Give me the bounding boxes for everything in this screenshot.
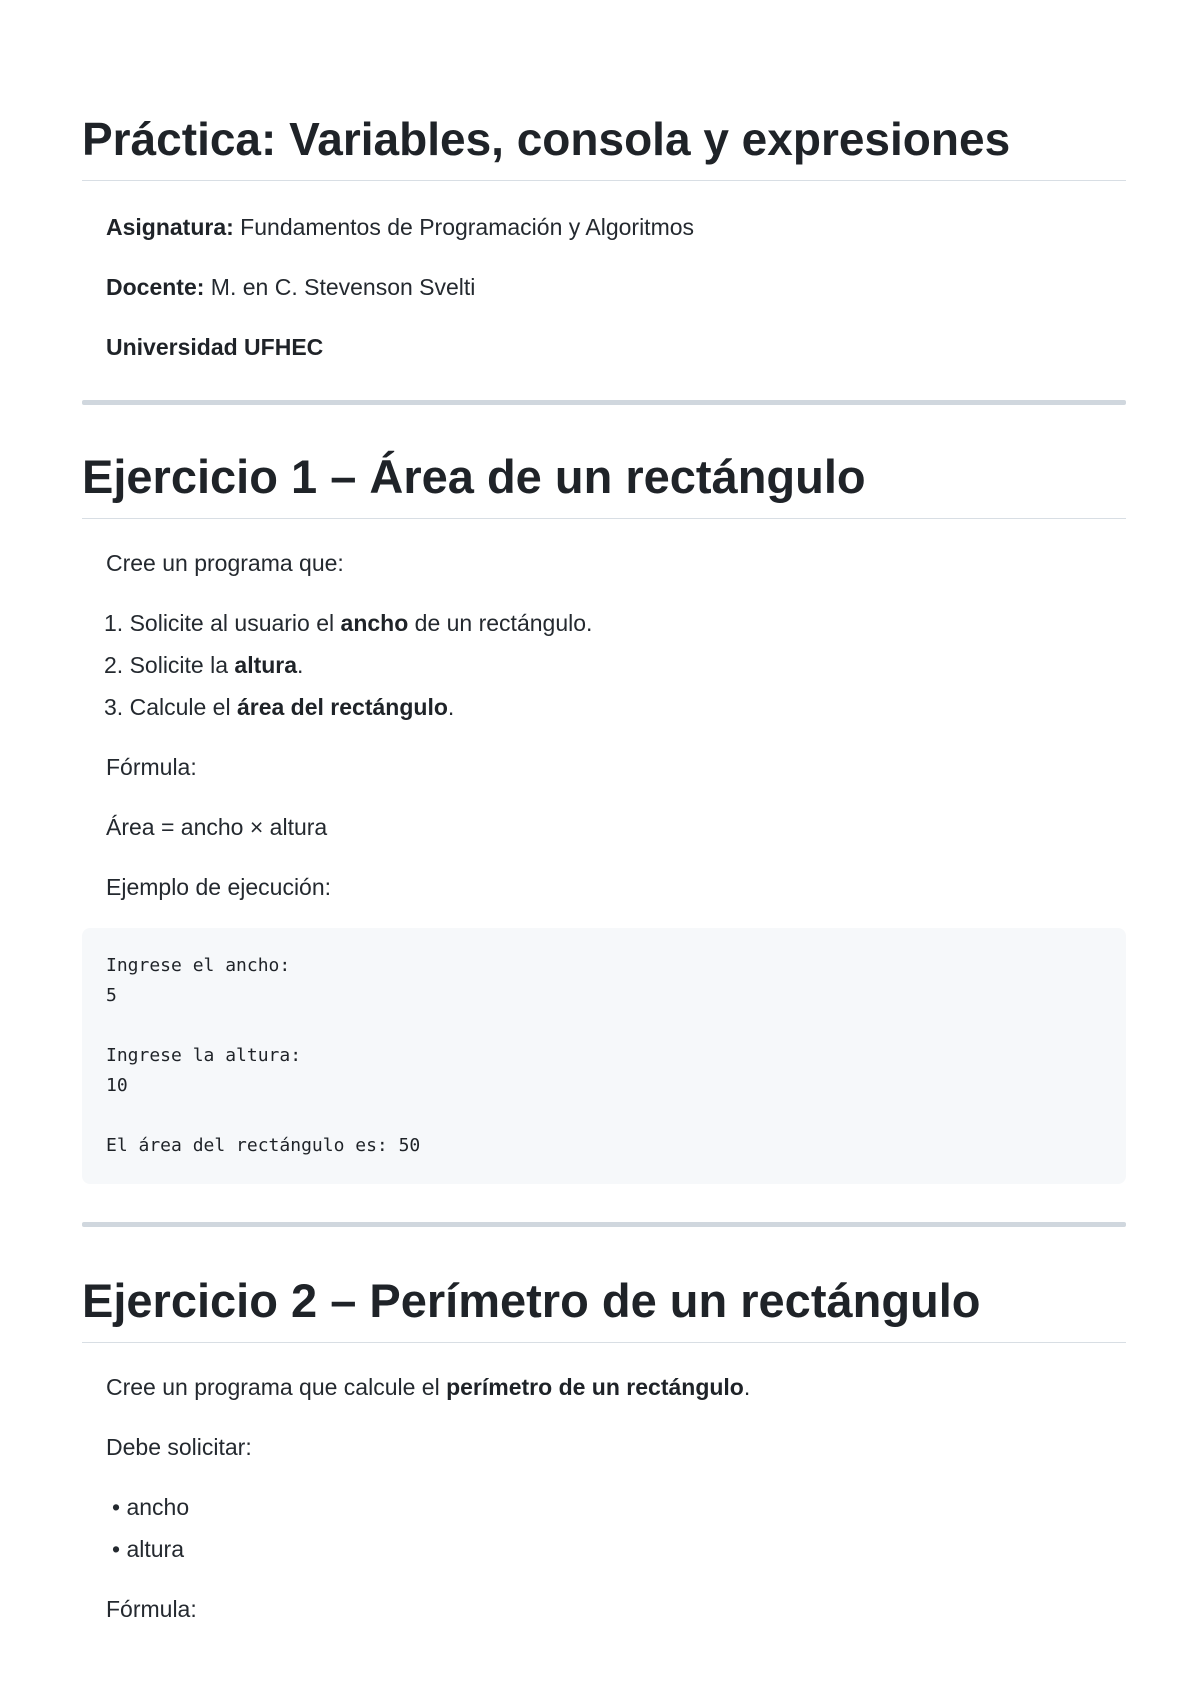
formula-label: Fórmula:	[106, 754, 197, 780]
code-line: 5	[106, 985, 117, 1006]
exercise-1-intro: Cree un programa que:	[106, 550, 344, 576]
page-title: Práctica: Variables, consola y expresiones	[82, 110, 1126, 181]
list-item-text: Solicite al usuario el	[123, 610, 341, 636]
list-item-emphasis: ancho	[340, 610, 409, 636]
section-divider	[82, 400, 1126, 405]
list-item-emphasis: altura	[234, 652, 298, 678]
exercise-2-title: Ejercicio 2 – Perímetro de un rectángulo	[82, 1272, 1126, 1343]
university-name: Universidad UFHEC	[106, 334, 324, 360]
intro-emphasis: perímetro de un rectángulo	[446, 1374, 744, 1400]
formula: Área = ancho × altura	[106, 814, 328, 840]
list-item-text-end: .	[447, 694, 455, 720]
code-line: Ingrese el ancho:	[106, 955, 291, 976]
bullet-item	[112, 1492, 189, 1522]
teacher-value: M. en C. Stevenson Svelti	[204, 274, 476, 300]
list-item-number: 1.	[104, 610, 124, 636]
teacher-label: Docente:	[106, 274, 205, 300]
teacher-line	[106, 272, 475, 302]
intro-text-end: .	[743, 1374, 751, 1400]
list-item-text-end: .	[297, 652, 304, 678]
bullet-text: ancho	[126, 1494, 190, 1520]
intro-text: Cree un programa que calcule el	[106, 1374, 447, 1400]
code-line: El área del rectángulo es: 50	[106, 1135, 421, 1156]
subject-value: Fundamentos de Programación y Algoritmos	[233, 214, 695, 240]
formula-label: Fórmula:	[106, 1596, 197, 1622]
list-item-emphasis: área del rectángulo	[236, 694, 448, 720]
bullet-text: altura	[126, 1536, 184, 1562]
list-item-text: Calcule el	[123, 694, 237, 720]
bullet-item	[112, 1534, 184, 1564]
list-item	[104, 692, 454, 722]
list-item-text: Solicite la	[123, 652, 235, 678]
list-item-number: 3.	[104, 694, 124, 720]
code-block	[82, 928, 1126, 1184]
exercise-1-title: Ejercicio 1 – Área de un rectángulo	[82, 448, 1126, 519]
bullet-icon: •	[112, 1494, 121, 1520]
exercise-2-intro	[106, 1372, 750, 1402]
list-item-number: 2.	[104, 652, 124, 678]
list-item	[104, 650, 303, 680]
bullet-icon: •	[112, 1536, 121, 1562]
subject-label: Asignatura:	[106, 214, 234, 240]
list-item-text-end: de un rectángulo.	[408, 610, 593, 636]
section-divider	[82, 1222, 1126, 1227]
request-label: Debe solicitar:	[106, 1434, 252, 1460]
code-line: 10	[106, 1075, 128, 1096]
list-item	[104, 608, 592, 638]
code-line: Ingrese la altura:	[106, 1045, 302, 1066]
example-label: Ejemplo de ejecución:	[106, 874, 332, 900]
subject-line	[106, 212, 694, 242]
